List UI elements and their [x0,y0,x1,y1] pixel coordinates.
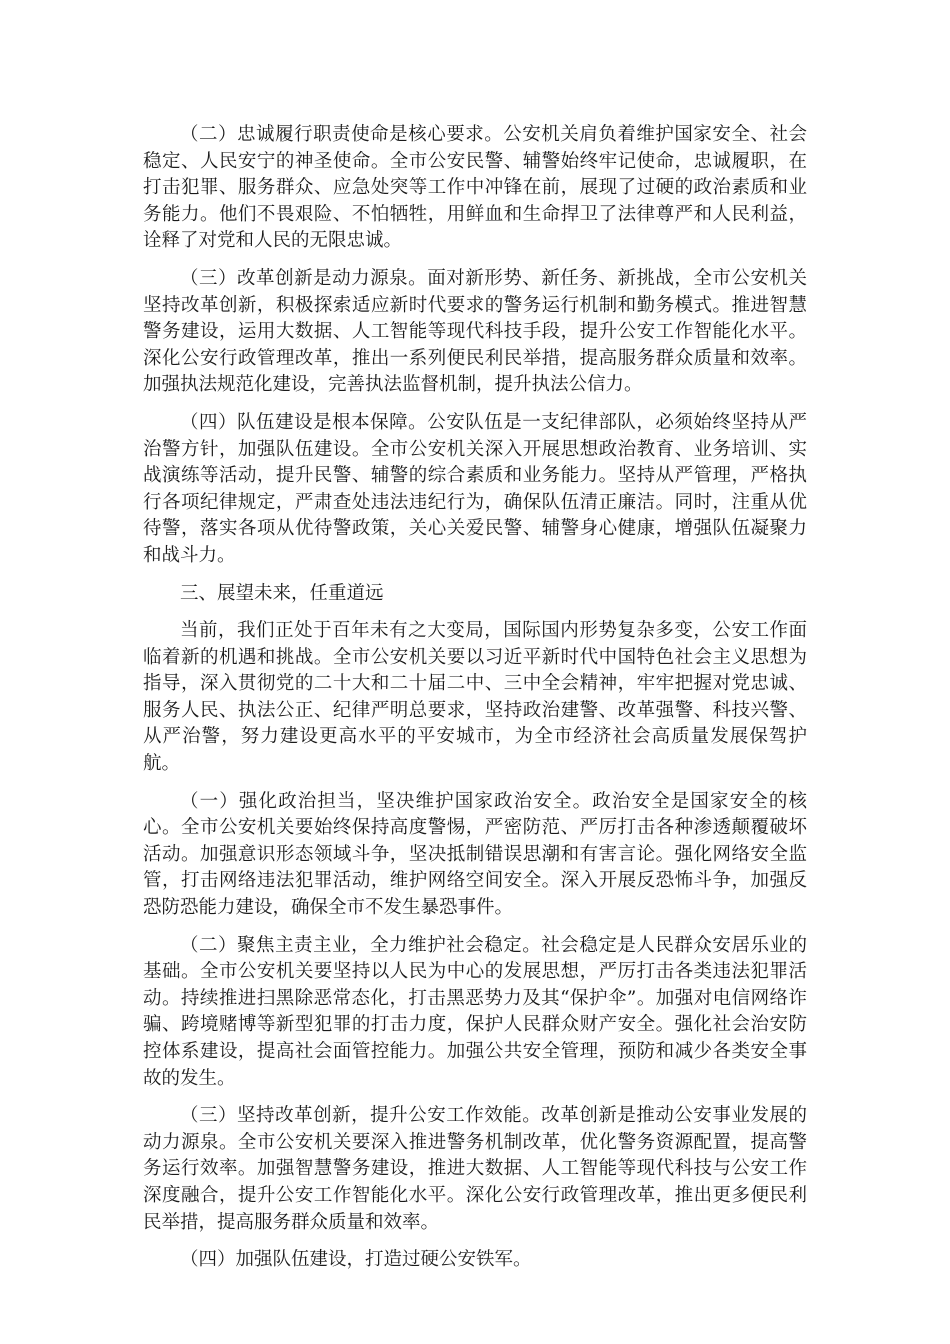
document-body [143,122,807,1285]
paragraph-team: （四）队伍建设是根本保障。公安队伍是一支纪律部队，必须始终坚持从严治警方针，加强队伍建设。全市公安机关深入开展思想政治教育、业务培训、实战演练等活动，提升民警、辅警的综合素质和业务能力。坚持从严管理，严格执行各项纪律规定，严肃查处违法违纪行为，确保队伍清正廉洁。同时，注重从优待警，落实各项从优待警政策，关心关爱民警、辅警身心健康，增强队伍凝聚力和战斗力。 [143,411,807,566]
paragraph-social-stability: （二）聚焦主责主业，全力维护社会稳定。社会稳定是人民群众安居乐业的基础。全市公安机关要坚持以人民为中心的发展思想，严厉打击各类违法犯罪活动。持续推进扫黑除恶常态化，打击黑恶势力及其“保护伞”。加强对电信网络诈骗、跨境赌博等新型犯罪的打击力度，保护人民群众财产安全。强化社会治安防控体系建设，提高社会面管控能力。加强公共安全管理，预防和减少各类安全事故的发生。 [143,934,807,1089]
paragraph-political-security: （一）强化政治担当，坚决维护国家政治安全。政治安全是国家安全的核心。全市公安机关要始终保持高度警惕，严密防范、严厉打击各种渗透颠覆破坏活动。加强意识形态领域斗争，坚决抵制错误思潮和有害言论。强化网络安全监管，打击网络违法犯罪活动，维护网络空间安全。深入开展反恐怖斗争，加强反恐防恐能力建设，确保全市不发生暴恐事件。 [143,790,807,919]
paragraph-loyalty: （二）忠诚履行职责使命是核心要求。公安机关肩负着维护国家安全、社会稳定、人民安宁的神圣使命。全市公安民警、辅警始终牢记使命，忠诚履职，在打击犯罪、服务群众、应急处突等工作中冲锋在前，展现了过硬的政治素质和业务能力。他们不畏艰险、不怕牺牲，用鲜血和生命捍卫了法律尊严和人民利益，诠释了对党和人民的无限忠诚。 [143,124,807,252]
section-heading-outlook: 三、展望未来，任重道远 [180,582,384,604]
paragraph-reform: （三）改革创新是动力源泉。面对新形势、新任务、新挑战，全市公安机关坚持改革创新，积极探索适应新时代要求的警务运行机制和勤务模式。推进智慧警务建设，运用大数据、人工智能等现代科技手段，提升公安工作智能化水平。深化公安行政管理改革，推出一系列便民利民举措，提高服务群众质量和效率。加强执法规范化建设，完善执法监督机制，提升执法公信力。 [143,267,807,396]
paragraph-reform-efficiency: （三）坚持改革创新，提升公安工作效能。改革创新是推动公安事业发展的动力源泉。全市公安机关要深入推进警务机制改革，优化警务资源配置，提高警务运行效率。加强智慧警务建设，推进大数据、人工智能等现代科技与公安工作深度融合，提升公安工作智能化水平。深化公安行政管理改革，推出更多便民利民举措，提高服务群众质量和效率。 [143,1105,807,1233]
paragraph-current: 当前，我们正处于百年未有之大变局，国际国内形势复杂多变，公安工作面临着新的机遇和挑战。全市公安机关要以习近平新时代中国特色社会主义思想为指导，深入贯彻党的二十大和二十届二中、三中全会精神，牢牢把握对党忠诚、服务人民、执法公正、纪律严明总要求，坚持政治建警、改革强警、科技兴警、从严治警，努力建设更高水平的平安城市，为全市经济社会高质量发展保驾护航。 [143,620,807,775]
paragraph-team-building: （四）加强队伍建设，打造过硬公安铁军。 [180,1249,532,1271]
